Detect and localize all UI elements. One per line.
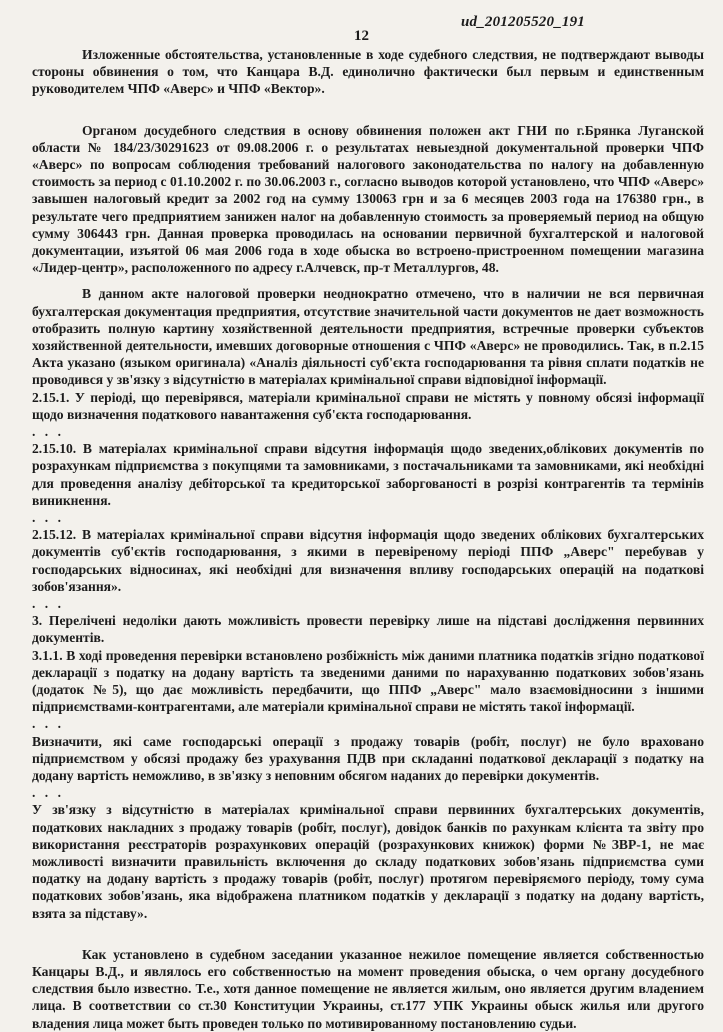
ellipsis: . . . bbox=[32, 785, 64, 801]
document-body bbox=[32, 46, 704, 1032]
paragraph-conclusion: Изложенные обстоятельства, установленные в ходе судебного следствия, не подтверждают выводы стороны обвинения о том, что Канцара В.Д. единолично фактически был первым и единственным руководителем ЧПФ «Аверс» и ЧПФ «Вектор». bbox=[32, 47, 704, 97]
document-id: ud_201205520_191 bbox=[460, 14, 585, 30]
paragraph-audit-notes: В данном акте налоговой проверки неоднократно отмечено, что в наличии не вся первичная бухгалтерская документация предприятия, отсутствие значительной части документов не дает возможность отобразить полную картину хозяйственной деятельности предприятия, встречные проверки субъектов хозяйственной деятельности, имевших договорные отношения с ЧПФ «Аверс» не проводились. Так, в п.2.15 Акта указано (языком оригинала) «Аналіз діяльності суб'єкта господарювання та рівня сплати податків не проводився у зв'язку з відсутністю в матеріалах кримінальної справи відповідної інформації. bbox=[32, 286, 704, 388]
quote-missing-documents: У зв'язку з відсутністю в матеріалах кримінальної справи первинних бухгалтерських документів, податкових накладних з продажу товарів (робіт, послуг), довідок банків по рахункам клієнта та звіту про використання реєстраторів розрахункових операцій (розрахункових книжок) форми №ЗВР-1, не має можливості визначити правильність включення до складу податкових зобов'язань підприємства суми податку на додану вартість з продажу товарів (робіт, послуг) протягом перевіряємого періоду, тому сума податкових зобов'язань, яка відображена платником податків у декларації з податку на додану вартість, взята за підставу». bbox=[32, 802, 704, 921]
quote-2-15-12: 2.15.12. В матеріалах кримінальної справи відсутня інформація щодо зведених облікових бухгалтерських документів суб'єктів господарювання, з якими в перевіреному періоді ППФ „Аверс" перебував у господарських відносинах, які необхідні для визначення впливу господарських операцій на податкові зобов'язання». bbox=[32, 527, 704, 594]
quote-2-15-1: 2.15.1. У періоді, що перевірявся, матеріали кримінальної справи не містять у повному обсязі інформації щодо визначення податкового навантаження суб'єкта господарювання. bbox=[32, 389, 704, 422]
page-number: 12 bbox=[354, 28, 369, 44]
ellipsis: . . . bbox=[32, 510, 64, 526]
ellipsis: . . . bbox=[32, 716, 64, 732]
ellipsis: . . . bbox=[32, 596, 64, 612]
paragraph-tax-act: Органом досудебного следствия в основу обвинения положен акт ГНИ по г.Брянка Луганской области № 184/23/30291623 от 09.08.2006 г. о результатах невыездной документальной проверки ЧПФ «Аверс» по вопросам соблюдения требований налогового законодательства по налогу на добавленную стоимость за период с 01.10.2002 г. по 30.06.2003 г., согласно выводов которой установлено, что ЧПФ «Аверс» завышен налоговый кредит за 2002 год на сумму 130063 грн и за 6 месяцев 2003 года на 176380 грн., в результате чего предприятием занижен налог на добавленную стоимость за проверяемый период на общую сумму 306443 грн. Данная проверка проводилась на основании первичной бухгалтерской и налоговой документации, изъятой 06 мая 2006 года в ходе обыска во встроено-пристроенном помещении магазина «Лидер-центр», расположенного по адресу г.Алчевск, пр-т Металлургов, 48. bbox=[32, 122, 704, 276]
quote-3-1-1: 3.1.1. В ході проведення перевірки встановлено розбіжність між даними платника податків згідно податкової декларації з податку на додану вартість та зведеними даними по нарахуванню податкових зобов'язань (додаток №5), що дає можливість передбачити, що ППФ „Аверс" мало взаємовідносини з іншими підприємствами-контрагентами, але матеріали кримінальної справи не містять такої інформації. bbox=[32, 647, 704, 715]
quote-sales-operations: Визначити, які саме господарські операції з продажу товарів (робіт, послуг) не було враховано підприємством у обсязі продажу без урахування ПДВ при складанні податкової декларації з податку на додану вартість неможливо, в зв'язку з неповним обсягом наданих до перевірки документів. bbox=[32, 733, 704, 784]
quote-2-15-10: 2.15.10. В матеріалах кримінальної справи відсутня інформація щодо зведених,облікових документів по розрахункам підприємства з покупцями та замовниками, з постачальниками та замовниками, які необхідні для проведення аналізу дебіторської та кредиторської заборгованості в розрізі контрагентів та термінів виникнення. bbox=[32, 441, 704, 508]
ellipsis: . . . bbox=[32, 424, 64, 440]
quote-3: 3. Перелічені недоліки дають можливість провести перевірку лише на підставі дослідження первинних документів. bbox=[32, 613, 704, 646]
paragraph-court-finding: Как установлено в судебном заседании указанное нежилое помещение является собственностью Канцары В.Д., и являлось его собственностью на момент проведения обыска, о чем органу досудебного следствия было известно. Т.е., хотя данное помещение не является жилым, оно является другим владением лица. В соответствии со ст.30 Конституции Украины, ст.177 УПК Украины обыск жилья или другого владения лица может быть проведен только по мотивированному постановлению судьи. bbox=[32, 946, 704, 1031]
